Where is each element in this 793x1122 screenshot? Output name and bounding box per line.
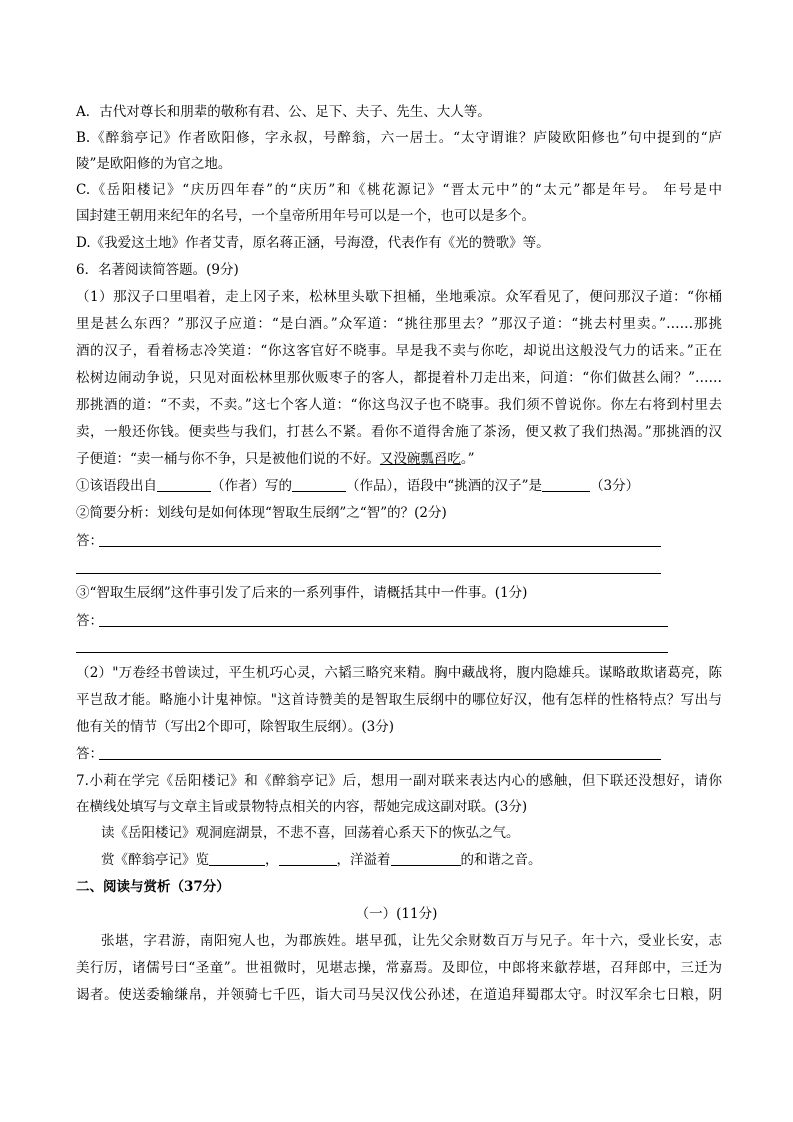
couplet-text-a: 赏《醉翁亭记》览 <box>101 852 209 868</box>
passage-line-2: 里是甚么东西？”那汉子应道：“是白酒。”众军道：“挑往那里去？”那汉子道：“挑去村里卖。”……那挑 <box>76 316 722 332</box>
answer-line[interactable] <box>76 573 661 574</box>
option-c-line1: C.《岳阳楼记》“庆历四年春”的“庆历”和《桃花源记》“晋太元中”的“太元”都是年号。 年号是中 <box>76 182 722 198</box>
option-b-line1: B.《醉翁亭记》作者欧阳修，字永叔，号醉翁，六一居士。“太守谓谁？庐陵欧阳修也”句中提到的“庐 <box>76 130 722 146</box>
q1-text-b: （作者）写的 <box>211 478 292 494</box>
classical-text-line-3: 谒者。使送委输缣帛，并领骑七千匹，诣大司马吴汉伐公孙述，在道追拜蜀郡太守。时汉军余七日粮，阴 <box>76 987 722 1003</box>
couplet-text-c: ，洋溢着 <box>336 852 391 868</box>
classical-text-line-2: 美行厉，诸儒号曰“圣童”。世祖微时，见堪志操，常嘉焉。及即位，中郎将来歙荐堪，召拜郎中，三迁为 <box>76 960 722 976</box>
work-blank[interactable] <box>292 477 346 492</box>
answer-label-1: 答： <box>76 533 103 549</box>
answer-line[interactable] <box>99 626 668 627</box>
underlined-sentence: 又没碗瓢舀吃 <box>379 451 461 467</box>
subsection-heading: （一）(11分) <box>355 906 438 922</box>
answer-line[interactable] <box>99 546 661 547</box>
poem-question-line-3: 他有关的情节（写出2个即可，除智取生辰纲）。(3分) <box>76 719 394 735</box>
poem-question-line-1: （2）"万卷经书曾读过，平生机巧心灵，六韬三略究来精。胸中藏战将，腹内隐雄兵。谋略敢欺诸葛亮，陈 <box>76 665 722 681</box>
question-6-title: 6．名著阅读简答题。(9分) <box>76 262 239 278</box>
passage-line-4: 松树边闹动争说，只见对面松林里那伙贩枣子的客人，都提着朴刀走出来，问道：“你们做甚么闹？”…… <box>76 370 722 386</box>
q1-text-a: ①该语段出自 <box>76 478 157 494</box>
q1-score: （3分） <box>590 478 640 494</box>
option-b-line2: 陵”是欧阳修的为官之地。 <box>76 156 232 172</box>
q1-text-c: （作品），语段中“挑酒的汉子”是 <box>346 478 543 494</box>
passage-line-1: （1）那汉子口里唱着，走上冈子来，松林里头歇下担桶，坐地乘凉。众军看见了，便问那汉子道：“你桶 <box>76 289 722 305</box>
option-a: A．古代对尊长和朋辈的敬称有君、公、足下、夫子、先生、大人等。 <box>76 104 491 120</box>
couplet-blank-2[interactable] <box>279 851 337 866</box>
passage-line-7 <box>76 448 475 470</box>
passage-end: 。” <box>460 451 475 467</box>
poem-question-line-2: 平岂敌才能。略施小计鬼神惊。"这首诗赞美的是智取生辰纲中的哪位好汉，他有怎样的性格特点？写出与 <box>76 692 722 708</box>
passage-text: 子便道：“卖一桶与你不争，只是被他们说的不好。 <box>76 451 380 467</box>
answer-line[interactable] <box>76 652 668 653</box>
passage-line-3: 酒的汉子，看着杨志冷笑道：“你这客官好不晓事。早是我不卖与你吃，却说出这般没气力的话来。”正在 <box>76 343 722 359</box>
couplet-blank-3[interactable] <box>391 851 461 866</box>
option-d: D.《我爱这土地》作者艾青，原名蒋正涵，号海澄，代表作有《光的赞歌》等。 <box>76 235 550 251</box>
couplet-blank-1[interactable] <box>209 851 265 866</box>
question-7-line-1: 7.小莉在学完《岳阳楼记》和《醉翁亭记》后，想用一副对联来表达内心的感触，但下联还没想好，请你 <box>76 773 722 789</box>
author-blank[interactable] <box>157 477 211 492</box>
answer-label-2: 答： <box>76 613 103 629</box>
answer-label-3: 答： <box>76 746 103 762</box>
answer-line[interactable] <box>99 759 661 760</box>
section-2-heading: 二、阅读与赏析（37分） <box>76 879 230 895</box>
option-c-line2: 国封建王朝用来纪年的名号，一个皇帝所用年号可以是一个，也可以是多个。 <box>76 208 535 224</box>
passage-line-6: 卖，一般还你钱。便卖些与我们，打甚么不紧。看你不道得舍施了茶汤，便又救了我们热渴。”那挑酒的汉 <box>76 424 722 440</box>
couplet-text-d: 的和谐之音。 <box>460 852 542 868</box>
question-7-line-2: 在横线处填写与文章主旨或景物特点相关的内容，帮她完成这副对联。(3分) <box>76 799 528 815</box>
sub-question-1 <box>76 475 639 497</box>
couplet-second <box>101 849 542 871</box>
couplet-first: 读《岳阳楼记》观洞庭湖景，不悲不喜，回荡着心系天下的恢弘之气。 <box>101 825 520 841</box>
character-blank[interactable] <box>542 477 590 492</box>
sub-question-3: ③“智取生辰纲”这件事引发了后来的一系列事件，请概括其中一件事。(1分) <box>76 585 528 601</box>
couplet-text-b: ， <box>265 852 279 868</box>
passage-line-5: 那挑酒的道：“不卖，不卖。”这七个客人道：“你这鸟汉子也不晓事。我们须不曾说你。你左右将到村里去 <box>76 397 722 413</box>
classical-text-line-1: 张堪，字君游，南阳宛人也，为郡族姓。堪早孤，让先父余财数百万与兄子。年十六，受业长安，志 <box>101 933 722 949</box>
sub-question-2: ②简要分析：划线句是如何体现“智取生辰纲”之“智”的？(2分) <box>76 505 447 521</box>
